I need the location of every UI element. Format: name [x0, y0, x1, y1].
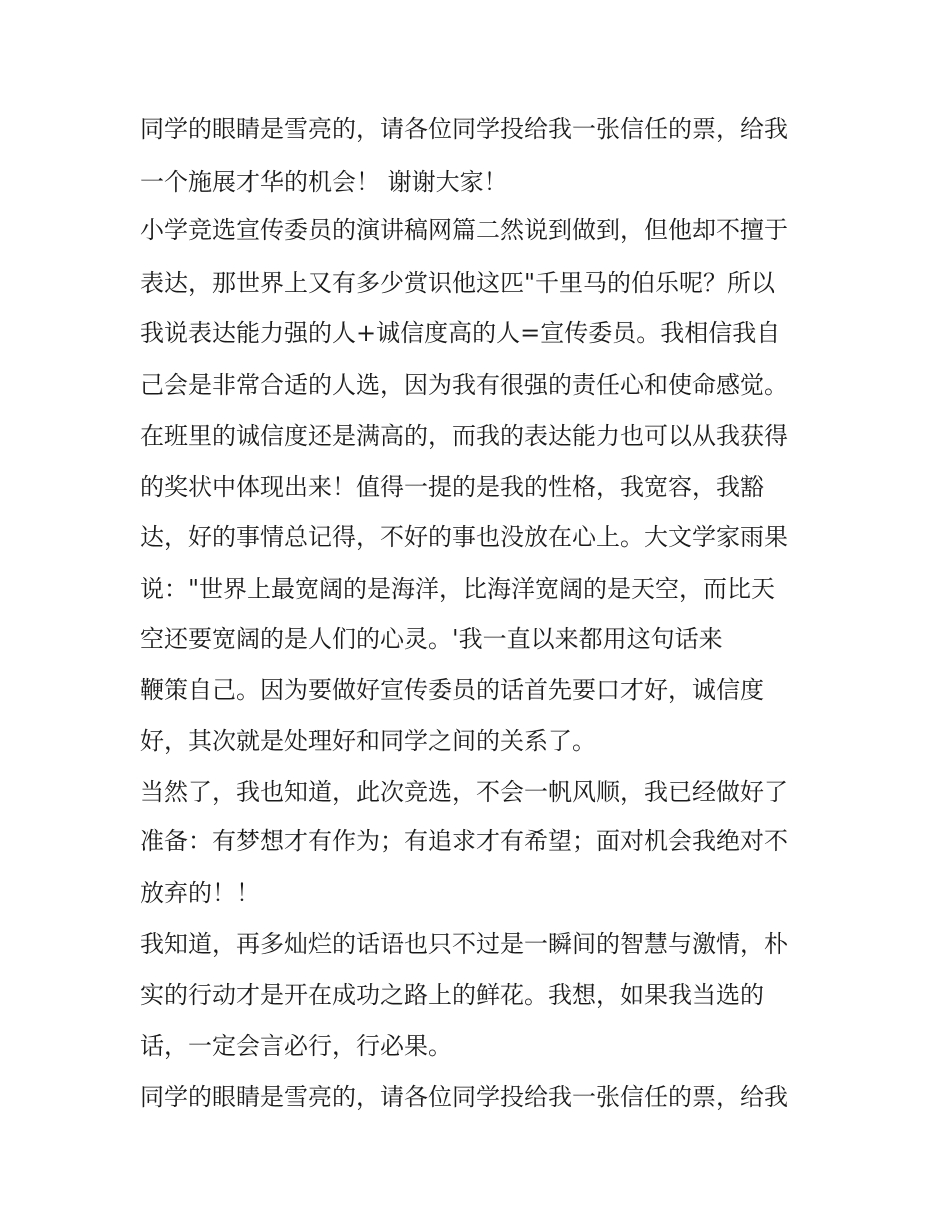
text-line: 同学的眼睛是雪亮的，请各位同学投给我一张信任的票，给我: [140, 115, 788, 143]
text-line: 说："世界上最宽阔的是海洋，比海洋宽阔的是天空，而比天: [140, 575, 776, 603]
text-line: 准备：有梦想才有作为；有追求才有希望；面对机会我绝对不: [140, 827, 788, 855]
text-line: 一个施展才华的机会！ 谢谢大家！: [140, 168, 508, 196]
text-line: 我说表达能力强的人+诚信度高的人=宣传委员。我相信我自: [140, 319, 781, 347]
text-line: 好，其次就是处理好和同学之间的关系了。: [140, 727, 596, 755]
text-line: 当然了，我也知道，此次竞选，不会一帆风顺，我已经做好了: [140, 778, 788, 806]
text-line: 小学竞选宣传委员的演讲稿网篇二然说到做到，但他却不擅于: [140, 216, 788, 244]
text-line: 鞭策自己。因为要做好宣传委员的话首先要口才好，诚信度: [140, 676, 764, 704]
text-line: 达，好的事情总记得，不好的事也没放在心上。大文学家雨果: [140, 523, 788, 551]
text-line: 表达，那世界上又有多少赏识他这匹"千里马的伯乐呢？所以: [140, 269, 776, 297]
text-line: 我知道，再多灿烂的话语也只不过是一瞬间的智慧与激情，朴: [140, 930, 788, 958]
text-line: 放弃的！！: [140, 879, 260, 907]
text-line: 空还要宽阔的是人们的心灵。'我一直以来都用这句话来: [140, 625, 723, 653]
text-line: 同学的眼睛是雪亮的，请各位同学投给我一张信任的票，给我: [140, 1083, 788, 1111]
text-line: 实的行动才是开在成功之路上的鲜花。我想，如果我当选的: [140, 981, 764, 1009]
text-line: 话，一定会言必行，行必果。: [140, 1032, 452, 1060]
text-line: 的奖状中体现出来！值得一提的是我的性格，我宽容，我豁: [140, 473, 764, 501]
text-line: 己会是非常合适的人选，因为我有很强的责任心和使命感觉。: [140, 371, 788, 399]
text-line: 在班里的诚信度还是满高的，而我的表达能力也可以从我获得: [140, 422, 788, 450]
